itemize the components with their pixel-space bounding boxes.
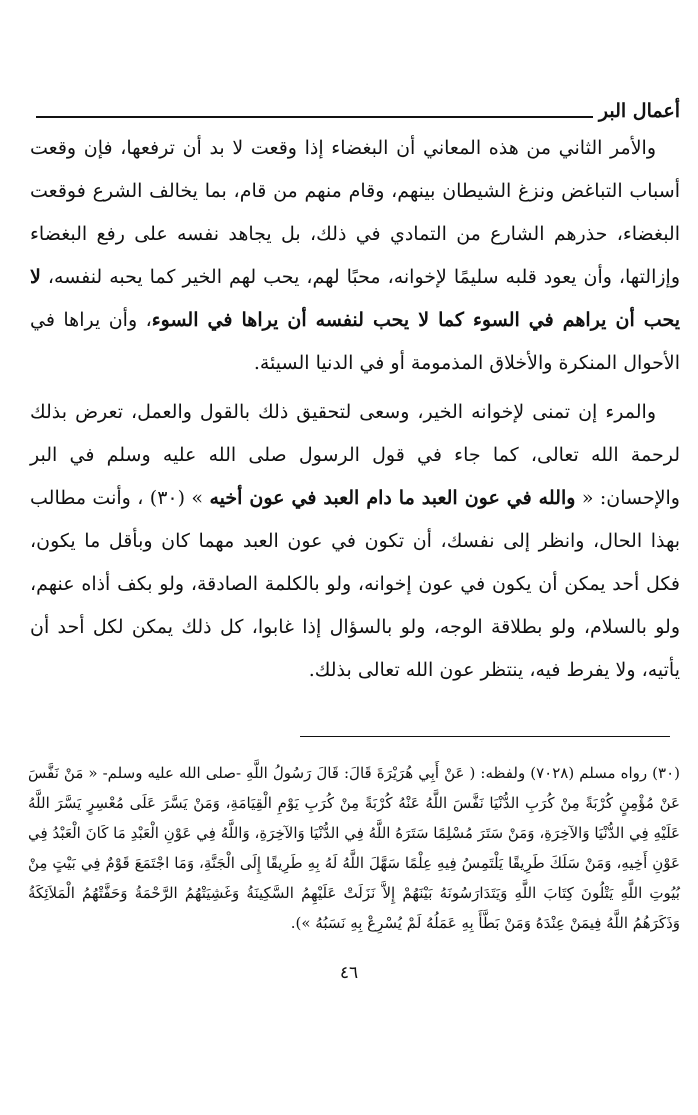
main-text	[30, 127, 680, 692]
header-rule	[36, 116, 593, 118]
paragraph-1	[30, 127, 680, 385]
paragraph-1-text-b: ، وأن يراها في الأحوال المنكرة والأخلاق المذمومة أو في الدنيا السيئة.	[30, 309, 680, 374]
paragraph-1-text-a: والأمر الثاني من هذه المعاني أن البغضاء إذا وقعت لا بد أن ترفعها، فإن وقعت أسباب التباغض ونزغ الشيطان بينهم، وقام منهم من قام، بما يخالف الشرع فوقعت البغضاء، حذرهم الشارع من التمادي في ذلك، بل يجاهد نفسه على رفع البغضاء وإزالتها، وأن يعود قلبه سليمًا لإخوانه، محبًا لهم، يحب لهم الخير كما يحبه لنفسه،	[30, 137, 680, 288]
footnote-divider	[300, 736, 670, 737]
running-header	[36, 102, 680, 121]
footnote	[28, 758, 680, 938]
header-title: أعمال البر	[598, 100, 680, 122]
footnote-text: (٣٠) رواه مسلم (٧٠٢٨) ولفظه: ( عَنْ أَبِي هُرَيْرَةَ قَالَ: قَالَ رَسُولُ اللَّهِ -صلى الله عليه وسلم- « مَنْ نَفَّسَ عَنْ مُؤْمِنٍ كُرْبَةً مِنْ كُرَبِ الدُّنْيَا نَفَّسَ اللَّهُ عَنْهُ كُرْبَةً مِنْ كُرَبِ يَوْمِ الْقِيَامَةِ، وَمَنْ يَسَّرَ عَلَى مُعْسِرٍ يَسَّرَ اللَّهُ عَلَيْهِ فِي الدُّنْيَا وَالآخِرَةِ، وَمَنْ سَتَرَ مُسْلِمًا سَتَرَهُ اللَّهُ فِي الدُّنْيَا وَالآخِرَةِ، وَاللَّهُ فِي عَوْنِ الْعَبْدِ مَا كَانَ الْعَبْدُ فِي عَوْنِ أَخِيهِ، وَمَنْ سَلَكَ طَرِيقًا يَلْتَمِسُ فِيهِ عِلْمًا سَهَّلَ اللَّهُ لَهُ بِهِ طَرِيقًا إِلَى الْجَنَّةِ، وَمَا اجْتَمَعَ قَوْمٌ فِي بَيْتٍ مِنْ بُيُوتِ اللَّهِ يَتْلُونَ كِتَابَ اللَّهِ وَيَتَدَارَسُونَهُ بَيْنَهُمْ إِلاَّ نَزَلَتْ عَلَيْهِمُ السَّكِينَةُ وَغَشِيَتْهُمُ الرَّحْمَةُ وَحَفَّتْهُمُ الْمَلاَئِكَةُ وَذَكَرَهُمُ اللَّهُ فِيمَنْ عِنْدَهُ وَمَنْ بَطَّأَ بِهِ عَمَلُهُ لَمْ يُسْرِعْ بِهِ نَسَبُهُ »).	[28, 764, 680, 932]
paragraph-2-hadith-bold: والله في عون العبد ما دام العبد في عون أخيه	[209, 487, 576, 509]
paragraph-2	[30, 391, 680, 692]
page-number: ٤٦	[339, 963, 359, 983]
paragraph-2-text-a: والمرء إن تمنى لإخوانه الخير، وسعى لتحقيق ذلك بالقول والعمل، تعرض بذلك لرحمة الله تعالى، كما جاء في قول الرسول صلى الله عليه وسلم في البر والإحسان: «	[30, 401, 680, 509]
paragraph-1-bold: لا يحب أن يراهم في السوء كما لا يحب لنفسه أن يراها في السوء	[30, 266, 681, 331]
paragraph-2-text-b: » (٣٠) ، وأنت مطالب بهذا الحال، وانظر إلى نفسك، أن تكون في عون العبد مهما كان وبأقل ما يكون، فكل أحد يمكن أن يكون في عون إخوانه، ولو بالكلمة الصادقة، ولو بكف أذاه عنهم، ولو بالسلام، ولو بطلاقة الوجه، ولو بالسؤال إذا غابوا، كل ذلك يمكن لكل أحد أن يأتيه، ولا يفرط فيه، ينتظر عون الله تعالى بذلك.	[30, 487, 680, 681]
